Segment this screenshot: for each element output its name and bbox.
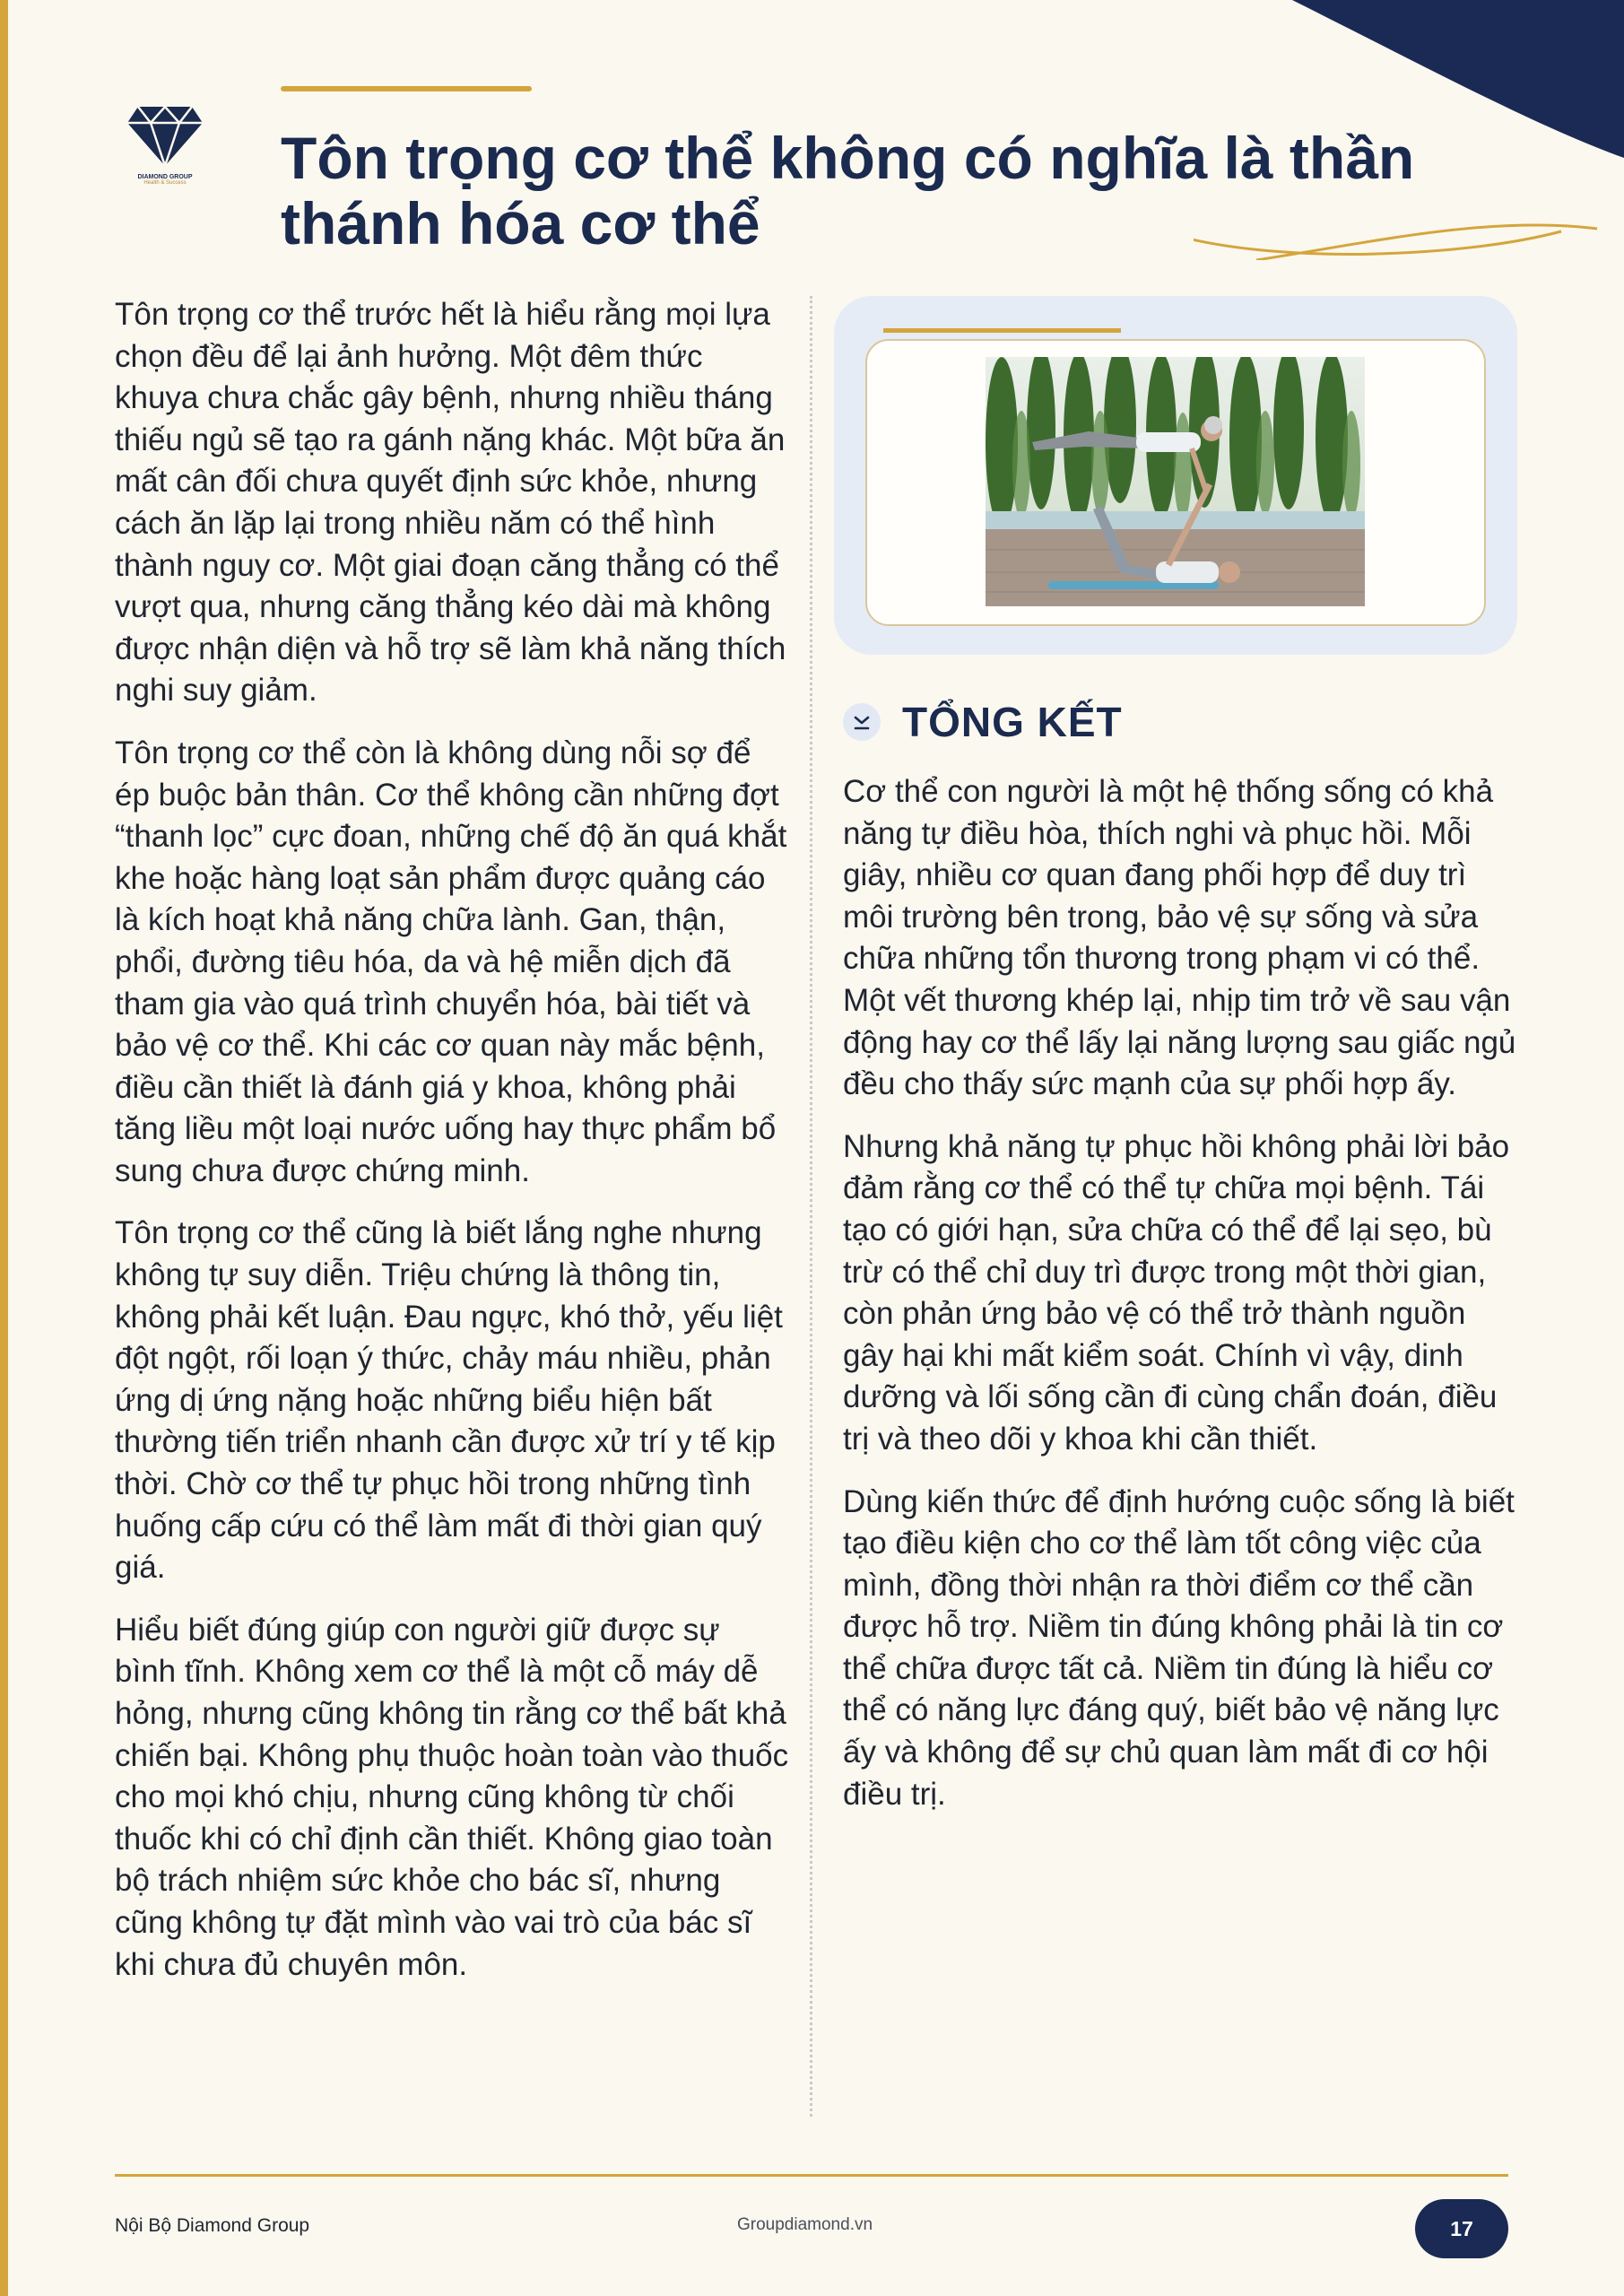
summary-paragraph-1: Cơ thể con người là một hệ thống sống có khả năng tự điều hòa, thích nghi và phục hồi. Mỗi giây, nhiều cơ quan đang phối hợp để duy trì môi trường bên trong, bảo vệ sự sống và sửa chữa những tổn thương trong phạm vi có thể. Một vết thương khép lại, nhịp tim trở về sau vận động hay cơ thể lấy lại năng lượng sau giấc ngủ đều cho thấy sức mạnh của sự phối hợp ấy. (843, 774, 1516, 1102)
logo-tagline: Health & Success (143, 180, 187, 186)
page-title: Tôn trọng cơ thể không có nghĩa là thần thánh hóa cơ thể (281, 125, 1415, 257)
page-number: 17 (1415, 2199, 1508, 2258)
summary-heading (843, 695, 1123, 749)
footer-rule (115, 2174, 1508, 2177)
logo-name: DIAMOND GROUP (137, 174, 193, 180)
left-paragraph-1: Tôn trọng cơ thể trước hết là hiểu rằng mọi lựa chọn đều để lại ảnh hưởng. Một đêm thức khuya chưa chắc gây bệnh, nhưng nhiều tháng thiếu ngủ sẽ tạo ra gánh nặng khác. Một bữa ăn mất cân đối chưa quyết định sức khỏe, nhưng cách ăn lặp lại trong nhiều năm có thể hình thành nguy cơ. Một giai đoạn căng thẳng có thể vượt qua, nhưng căng thẳng kéo dài mà không được nhận diện và hỗ trợ sẽ làm khả năng thích nghi suy giảm. (115, 297, 786, 709)
left-accent-bar (0, 0, 8, 2296)
summary-title: TỔNG KẾT (902, 699, 1123, 745)
title-accent-bar (281, 86, 532, 91)
left-paragraph-2: Tôn trọng cơ thể còn là không dùng nỗi sợ để ép buộc bản thân. Cơ thể không cần những đợt “thanh lọc” cực đoan, những chế độ ăn quá khắt khe hoặc hàng loạt sản phẩm được quảng cáo là kích hoạt khả năng chữa lành. Gan, thận, phổi, đường tiêu hóa, da và hệ miễn dịch đã tham gia vào quá trình chuyển hóa, bài tiết và bảo vệ cơ thể. Khi các cơ quan này mắc bệnh, điều cần thiết là đánh giá y khoa, không phải tăng liều một loại nước uống hay thực phẩm bổ sung chưa được chứng minh. (115, 735, 787, 1188)
footer-website: Groupdiamond.vn (737, 2215, 873, 2234)
image-card-accent (883, 328, 1121, 333)
summary-paragraph-2: Nhưng khả năng tự phục hồi không phải lời bảo đảm rằng cơ thể có thể tự chữa mọi bệnh. Tái tạo có giới hạn, sửa chữa có thể để lại sẹo, bù trừ có thể chỉ duy trì được trong một thời gian, còn phản ứng bảo vệ có thể trở thành nguồn gây hại khi mất kiểm soát. Chính vì vậy, dinh dưỡng và lối sống cần đi cùng chẩn đoán, điều trị và theo dõi y khoa khi cần thiết. (843, 1128, 1510, 1457)
acro-yoga-photo (986, 357, 1365, 606)
download-check-icon (843, 703, 881, 741)
diamond-icon (126, 103, 204, 168)
summary-paragraph-3: Dùng kiến thức để định hướng cuộc sống là biết tạo điều kiện cho cơ thể làm tốt công việc của mình, đồng thời nhận ra thời điểm cơ thể cần được hỗ trợ. Niềm tin đúng không phải là tin cơ thể chữa được tất cả. Niềm tin đúng là hiểu cơ thể có năng lực đáng quý, biết bảo vệ năng lực ấy và không để sự chủ quan làm mất đi cơ hội điều trị. (843, 1483, 1515, 1812)
column-divider (810, 296, 812, 2117)
left-paragraph-4: Hiểu biết đúng giúp con người giữ được sự bình tĩnh. Không xem cơ thể là một cỗ máy dễ hỏng, nhưng cũng không tin rằng cơ thể bất khả chiến bại. Không phụ thuộc hoàn toàn vào thuốc cho mọi khó chịu, nhưng cũng không từ chối thuốc khi có chỉ định cần thiết. Không giao toàn bộ trách nhiệm sức khỏe cho bác sĩ, nhưng cũng không tự đặt mình vào vai trò của bác sĩ khi chưa đủ chuyên môn. (115, 1612, 789, 1982)
footer-organization: Nội Bộ Diamond Group (115, 2215, 310, 2236)
company-logo (126, 103, 204, 186)
left-column (115, 294, 789, 2006)
summary-column (843, 771, 1517, 1836)
left-paragraph-3: Tôn trọng cơ thể cũng là biết lắng nghe nhưng không tự suy diễn. Triệu chứng là thông tin, không phải kết luận. Đau ngực, khó thở, yếu liệt đột ngột, rối loạn ý thức, chảy máu nhiều, phản ứng dị ứng nặng hoặc những biểu hiện bất thường tiến triển nhanh cần được xử trí y tế kịp thời. Chờ cơ thể tự phục hồi trong những tình huống cấp cứu có thể làm mất đi thời gian quý giá. (115, 1215, 783, 1586)
